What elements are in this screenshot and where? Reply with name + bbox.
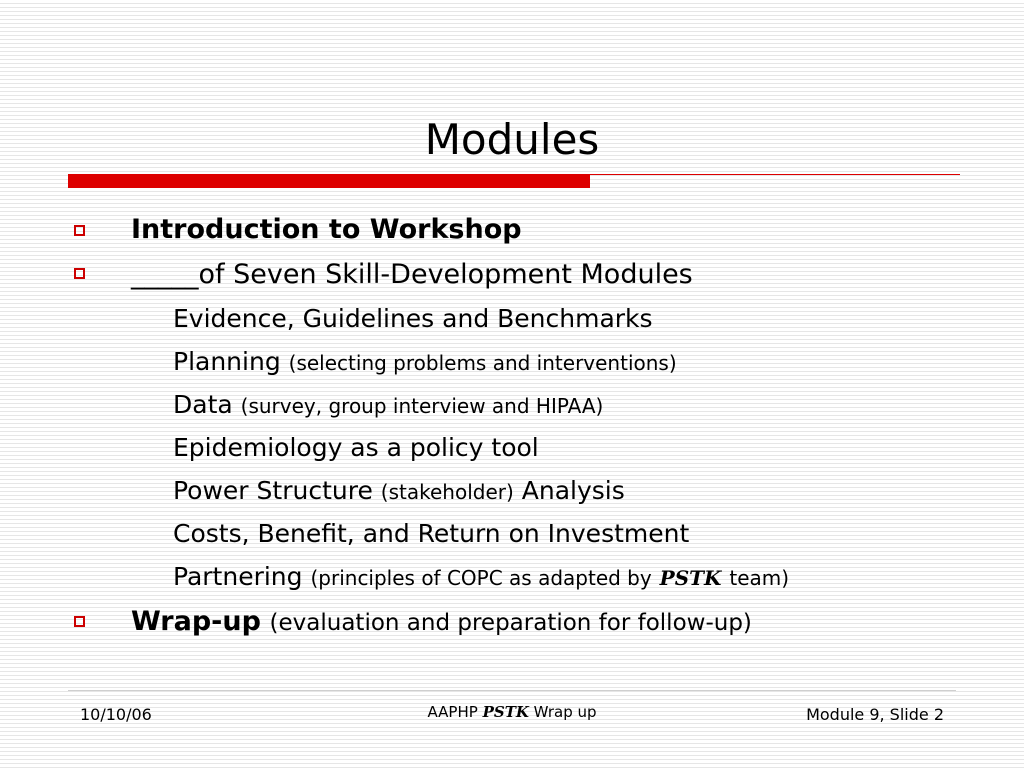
footer-pstk-brand: PSTK xyxy=(482,703,529,721)
sub-item-note: (stakeholder) xyxy=(380,480,514,504)
sub-item-data xyxy=(173,385,603,426)
sub-item-note-end: team) xyxy=(729,566,790,590)
sub-item-note: (selecting problems and interventions) xyxy=(288,351,677,375)
footer-title-pre: AAPHP xyxy=(427,703,478,721)
title-underline-thin xyxy=(590,174,960,175)
footer-divider xyxy=(68,690,956,691)
footer-slide-number: Module 9, Slide 2 xyxy=(806,705,944,724)
sub-item-label: Planning xyxy=(173,347,281,376)
sub-item-note: (survey, group interview and HIPAA) xyxy=(240,394,604,418)
sub-item-label: Partnering xyxy=(173,562,303,591)
sub-item-planning xyxy=(173,342,677,383)
sub-item-tail: Analysis xyxy=(521,476,625,505)
bullet-introduction: Introduction to Workshop xyxy=(131,214,522,245)
bullet-label: Wrap-up xyxy=(131,606,261,637)
footer-date: 10/10/06 xyxy=(80,705,152,724)
slide-title: Modules xyxy=(424,115,600,164)
bullet-skill-modules: _____of Seven Skill-Development Modules xyxy=(131,259,693,290)
sub-item-label: Power Structure xyxy=(173,476,373,505)
footer-title-post: Wrap up xyxy=(533,703,597,721)
hollow-square-icon xyxy=(74,268,85,279)
hollow-square-icon xyxy=(74,616,85,627)
sub-item-label: Evidence, Guidelines and Benchmarks xyxy=(173,304,653,333)
hollow-square-icon xyxy=(74,225,85,236)
sub-item-label: Epidemiology as a policy tool xyxy=(173,433,539,462)
sub-item-note: (principles of COPC as adapted by xyxy=(310,566,652,590)
sub-item-partnering xyxy=(173,557,789,598)
pstk-brand: PSTK xyxy=(659,566,722,590)
sub-item-evidence xyxy=(173,299,653,339)
sub-item-power-structure xyxy=(173,471,625,512)
sub-item-label: Data xyxy=(173,390,233,419)
sub-item-costs xyxy=(173,514,689,554)
sub-item-epidemiology xyxy=(173,428,539,468)
bullet-note: (evaluation and preparation for follow-up) xyxy=(269,610,752,636)
sub-item-label: Costs, Benefit, and Return on Investment xyxy=(173,519,690,548)
title-underline-accent xyxy=(68,174,590,188)
bullet-wrap-up xyxy=(131,602,752,643)
